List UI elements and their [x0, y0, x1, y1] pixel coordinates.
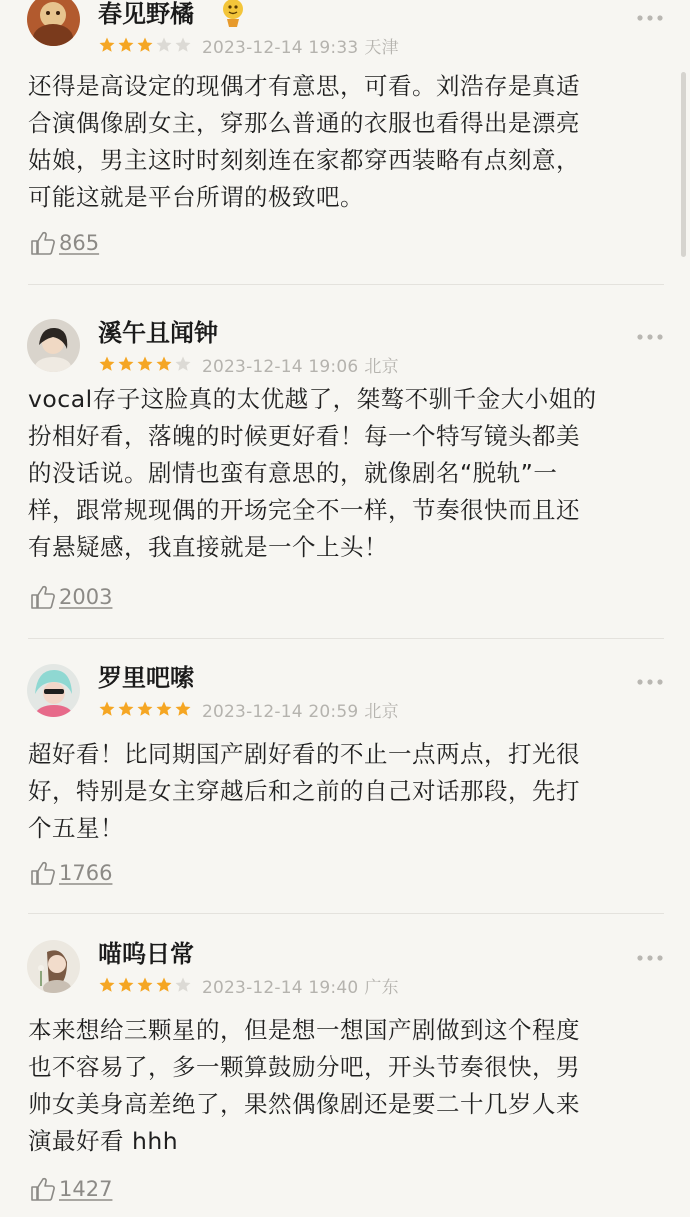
divider [28, 284, 664, 285]
thumbs-up-icon [30, 230, 56, 256]
review-location: 北京 [364, 356, 399, 377]
star-icon [174, 36, 192, 54]
rating-stars [98, 36, 193, 54]
avatar[interactable] [27, 0, 80, 46]
review-meta [98, 698, 405, 720]
like-count: 2003 [59, 585, 113, 609]
divider [28, 913, 664, 914]
avatar[interactable] [27, 319, 80, 372]
star-icon [98, 36, 116, 54]
like-count: 1427 [59, 1177, 113, 1201]
star-icon [174, 976, 192, 994]
review-content-line: 个五星！ [28, 814, 124, 842]
star-icon [174, 355, 192, 373]
star-icon [136, 355, 154, 373]
star-icon [98, 355, 116, 373]
star-icon [117, 976, 135, 994]
star-icon [136, 36, 154, 54]
like-count: 865 [59, 231, 100, 255]
more-dots-icon[interactable] [636, 953, 664, 963]
review-content-line: 有悬疑感，我直接就是一个上头！ [28, 533, 388, 561]
review-meta [98, 34, 405, 56]
username[interactable]: 春见野橘 [98, 0, 194, 28]
review-date: 2023-12-14 19:33 [202, 37, 359, 58]
thumbs-up-icon [30, 1176, 56, 1202]
review-content [28, 736, 668, 847]
review-content-line: 演最好看 hhh [28, 1127, 179, 1155]
review-content-line: 样，跟常规现偶的开场完全不一样，节奏很快而且还 [28, 496, 580, 524]
review-content-line: 合演偶像剧女主，穿那么普通的衣服也看得出是漂亮 [28, 109, 580, 137]
rating-stars [98, 700, 193, 718]
review-date: 2023-12-14 19:40 [202, 977, 359, 998]
review-content-line: 可能这就是平台所谓的极致吧。 [28, 183, 364, 211]
like-count: 1766 [59, 861, 113, 885]
rating-stars [98, 976, 193, 994]
review-content-line: 的没话说。剧情也蛮有意思的，就像剧名“脱轨”一 [28, 459, 558, 487]
more-dots-icon[interactable] [636, 677, 664, 687]
scrollbar[interactable] [681, 72, 686, 257]
like-button[interactable] [30, 860, 112, 886]
review-content [28, 68, 668, 216]
review-meta [98, 974, 405, 996]
review-location: 天津 [364, 37, 399, 58]
review-content-line: vocal存子这脸真的太优越了，桀骜不驯千金大小姐的 [28, 385, 597, 413]
review-location: 北京 [364, 701, 399, 722]
review-content-line: 扮相好看，落魄的时候更好看！每一个特写镜头都美 [28, 422, 580, 450]
star-icon [98, 976, 116, 994]
review-location: 广东 [364, 977, 399, 998]
like-button[interactable] [30, 230, 99, 256]
star-icon [98, 700, 116, 718]
review-content [28, 381, 668, 566]
star-icon [174, 700, 192, 718]
user-badge-icon [215, 0, 251, 30]
review-content-line: 姑娘，男主这时时刻刻连在家都穿西装略有点刻意， [28, 146, 580, 174]
star-icon [155, 976, 173, 994]
username[interactable]: 溪午且闻钟 [98, 319, 218, 347]
star-icon [117, 355, 135, 373]
star-icon [155, 700, 173, 718]
avatar[interactable] [27, 664, 80, 717]
star-icon [155, 355, 173, 373]
thumbs-up-icon [30, 584, 56, 610]
more-dots-icon[interactable] [636, 13, 664, 23]
review-date: 2023-12-14 20:59 [202, 701, 359, 722]
star-icon [117, 36, 135, 54]
thumbs-up-icon [30, 860, 56, 886]
like-button[interactable] [30, 1176, 112, 1202]
star-icon [117, 700, 135, 718]
star-icon [155, 36, 173, 54]
review-meta [98, 353, 405, 375]
review-content-line: 好，特别是女主穿越后和之前的自己对话那段，先打 [28, 777, 580, 805]
review-content-line: 本来想给三颗星的，但是想一想国产剧做到这个程度 [28, 1016, 580, 1044]
star-icon [136, 700, 154, 718]
username[interactable]: 喵呜日常 [98, 940, 194, 968]
review-content-line: 也不容易了，多一颗算鼓励分吧，开头节奏很快，男 [28, 1053, 580, 1081]
review-content-line: 帅女美身高差绝了，果然偶像剧还是要二十几岁人来 [28, 1090, 580, 1118]
avatar[interactable] [27, 940, 80, 993]
star-icon [136, 976, 154, 994]
review-date: 2023-12-14 19:06 [202, 356, 359, 377]
review-content-line: 超好看！比同期国产剧好看的不止一点两点，打光很 [28, 740, 580, 768]
divider [28, 638, 664, 639]
more-dots-icon[interactable] [636, 332, 664, 342]
username[interactable]: 罗里吧嗦 [98, 664, 194, 692]
rating-stars [98, 355, 193, 373]
review-content [28, 1012, 668, 1160]
review-content-line: 还得是高设定的现偶才有意思，可看。刘浩存是真适 [28, 72, 580, 100]
like-button[interactable] [30, 584, 112, 610]
